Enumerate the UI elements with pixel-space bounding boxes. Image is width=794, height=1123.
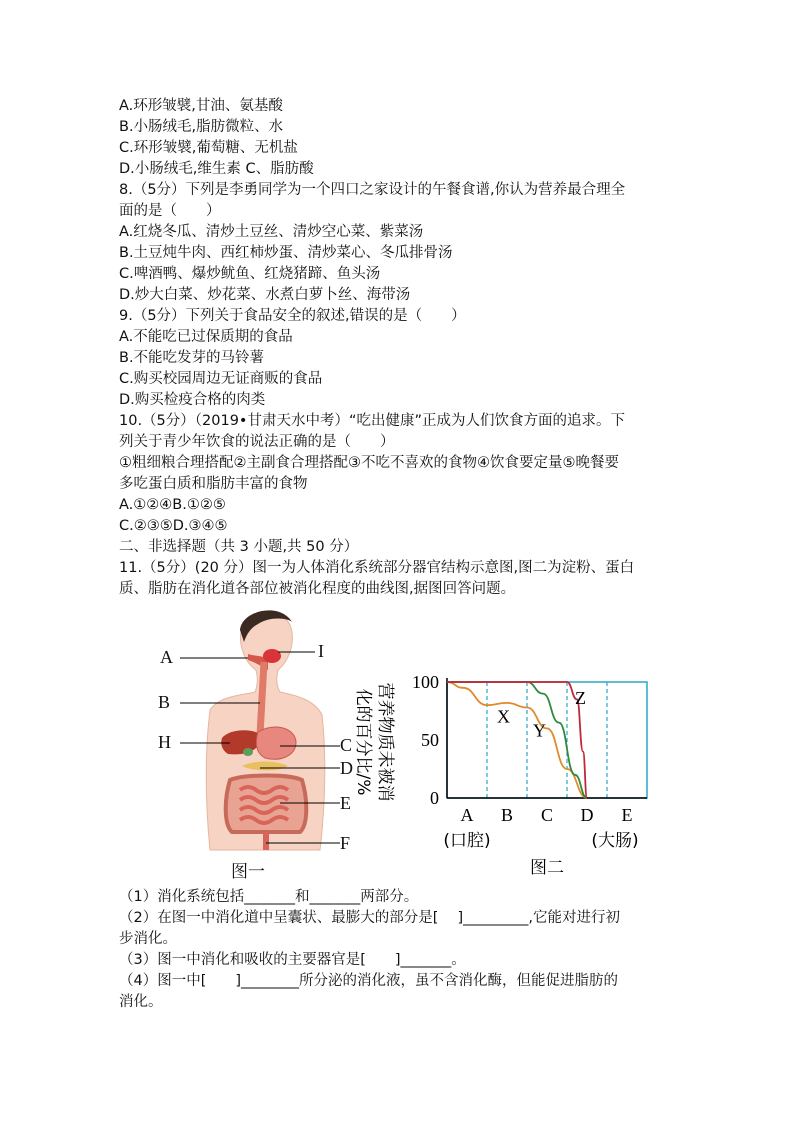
text-line: 二、非选择题（共 3 小题,共 50 分） [119,539,359,555]
text-line: D.炒大白菜、炒花菜、水煮白萝卜丝、海带汤 [119,287,411,303]
y-tick-label: 100 [412,672,439,692]
label-b: B [158,692,171,712]
series-line-y [447,682,587,798]
text-line: 8.（5分）下列是李勇同学为一个四口之家设计的午餐食谱,你认为营养最合理全 [119,182,626,198]
text-line: 面的是（ ） [119,203,221,219]
figure1-caption: 图一 [231,862,265,882]
label-d: D [340,758,353,778]
text-line: C.环形皱襞,葡萄糖、无机盐 [119,140,298,156]
label-c: C [340,735,353,755]
text-line: D.购买检疫合格的肉类 [119,392,266,408]
question-line: 步消化。 [119,931,177,947]
x-note-large-intestine: (大肠) [591,831,639,851]
question-line: （2）在图一中消化道中呈囊状、最膨大的部分是[ ]_________,它能对进行初 [119,910,621,926]
text-line: 列关于青少年饮食的说法正确的是（ ） [119,434,395,450]
x-tick-label: B [500,805,514,825]
question-line: （1）消化系统包括_______和_______两部分。 [119,889,419,905]
text-line: C.啤酒鸭、爆炒鱿鱼、红烧猪蹄、鱼头汤 [119,266,381,282]
gall-bladder [243,748,253,756]
series-label-y: Y [533,720,546,741]
text-line: 11.（5分）(20 分）图一为人体消化系统部分器官结构示意图,图二为淀粉、蛋白 [119,560,635,576]
esophagus [260,662,264,735]
x-note-mouth: (口腔) [443,831,491,851]
salivary-gland [263,649,281,663]
text-line: B.小肠绒毛,脂肪微粒、水 [119,119,284,135]
text-line: D.小肠绒毛,维生素 C、脂肪酸 [119,161,314,177]
x-tick-label: A [460,805,474,825]
text-line: 多吃蛋白质和脂肪丰富的食物 [119,476,308,492]
label-f: F [340,833,351,853]
text-line: A.不能吃已过保质期的食品 [119,329,293,345]
label-e: E [340,793,351,813]
text-line: C.购买校园周边无证商贩的食品 [119,371,323,387]
y-axis-label-line1: 营养物质未被消 [375,682,395,802]
y-axis-label-line2: 化的百分比/% [353,688,373,796]
figure2-digestion-chart [350,660,680,890]
question-line: （4）图一中[ ]________所分泌的消化液，虽不含消化酶，但能促进脂肪的 [119,973,619,989]
text-line: 10.（5分）（2019•甘肃天水中考）“吃出健康”正成为人们饮食方面的追求。下 [119,413,626,429]
text-line: B.不能吃发芽的马铃薯 [119,350,265,366]
label-i: I [318,641,324,661]
text-line: 9.（5分）下列关于食品安全的叙述,错误的是（ ） [119,308,466,324]
x-tick-label: C [540,805,554,825]
text-line: A.①②④B.①②⑤ [119,497,226,513]
question-line: （3）图一中消化和吸收的主要器官是[ ]_______。 [119,952,466,968]
label-a: A [160,647,173,667]
label-h: H [158,732,171,752]
series-label-x: X [497,706,510,727]
text-line: 质、脂肪在消化道各部位被消化程度的曲线图,据图回答问题。 [119,581,516,597]
y-tick-label: 0 [430,788,439,808]
x-tick-label: D [580,805,594,825]
text-line: ①粗细粮合理搭配②主副食合理搭配③不吃不喜欢的食物④饮食要定量⑤晚餐要 [119,455,619,471]
text-line: C.②③⑤D.③④⑤ [119,518,228,534]
y-tick-label: 50 [421,730,439,750]
stomach [256,727,296,759]
question-line: 消化。 [119,994,163,1010]
text-line: A.环形皱襞,甘油、氨基酸 [119,98,283,114]
series-label-z: Z [575,687,586,708]
x-tick-label: E [621,805,633,825]
text-line: A.红烧冬瓜、清炒土豆丝、清炒空心菜、紫菜汤 [119,224,424,240]
text-line: B.土豆炖牛肉、西红柿炒蛋、清炒菜心、冬瓜排骨汤 [119,245,453,261]
figure2-caption: 图二 [530,858,564,878]
